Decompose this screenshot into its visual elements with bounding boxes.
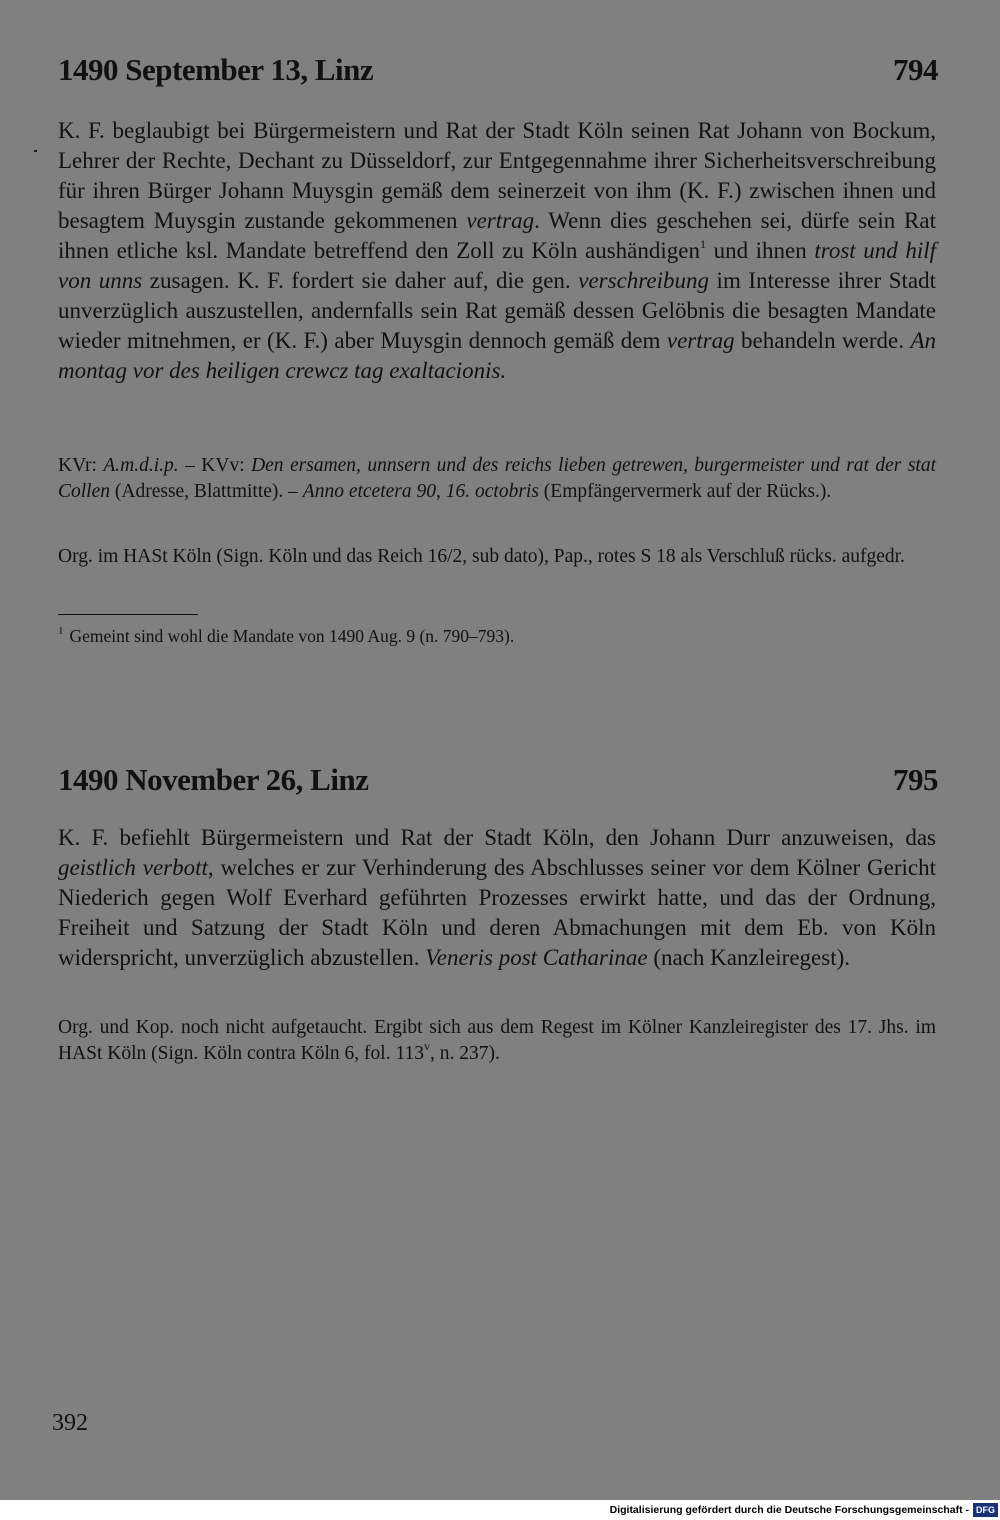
footnote-1 <box>58 625 938 647</box>
text-run: behandeln werde. <box>734 328 911 353</box>
superscript: v <box>423 1039 430 1053</box>
footnote-text: Gemeint sind wohl die Mandate von 1490 Aug. 9 (n. 790–793). <box>69 626 515 646</box>
entry-795-regest <box>58 823 936 973</box>
italic-text-run: geistlich verbott <box>58 855 208 880</box>
entry-794-regest <box>58 116 936 386</box>
italic-text-run: vertrag <box>666 328 735 353</box>
entry-795-number: 795 <box>893 762 938 797</box>
text-run: K. F. befiehlt Bürgermeistern und Rat der Stadt Köln, den Johann Durr anzuweisen, das <box>58 825 936 850</box>
footnote-marker: 1 <box>58 625 64 638</box>
italic-text-run: Veneris post Catharinae <box>425 945 648 970</box>
italic-text-run: A.m.d.i.p. <box>103 455 179 476</box>
digitization-credit-bar <box>0 1500 1000 1520</box>
page-number: 392 <box>52 1410 88 1436</box>
text-run: (Empfängervermerk auf der Rücks.). <box>538 480 832 502</box>
dfg-logo: DFG <box>973 1503 998 1517</box>
italic-text-run: Den ersamen, unnsern und des reichs lieben getrewen, burgermeister und rat der stat Collen <box>58 455 936 502</box>
text-run: , welches er zur Verhinderung des Abschlusses seiner vor dem Kölner Gericht Niederich gegen Wolf Everhard geführten Prozesses erwirkt hatte, und das der Ordnung, Freiheit und Satzung der Stadt Köln und deren Abmachungen mit dem Eb. von Köln widerspricht, unverzüglich abzustellen. <box>58 855 937 970</box>
entry-794-heading <box>58 52 938 88</box>
superscript: 1 <box>699 237 706 252</box>
footnote-rule <box>58 614 198 615</box>
text-run: im Interesse ihrer Stadt unverzüglich auszustellen, andernfalls sein Rat gemäß dessen Gelöbnis die besagten Mandate wieder mitnehmen, er (K. F.) aber Muysgin dennoch gemäß dem <box>58 268 936 353</box>
text-run: (Adresse, Blattmitte). – <box>110 480 303 502</box>
scan-artifact <box>34 150 37 152</box>
italic-text-run: verschreibung <box>578 268 709 293</box>
text-run: Org. im HASt Köln (Sign. Köln und das Reich 16/2, sub dato), Pap., rotes S 18 als Verschluß rücks. aufgedr. <box>58 546 905 567</box>
italic-text-run: trost und hilf von unns <box>58 238 936 293</box>
italic-text-run: An montag vor des heiligen crewcz tag exaltacionis. <box>58 328 936 383</box>
entry-794-number: 794 <box>893 52 938 87</box>
text-run: , n. 237). <box>429 1042 500 1064</box>
text-run: und ihnen <box>705 238 815 263</box>
entry-795-date-place: 1490 November 26, Linz <box>58 762 369 797</box>
entry-795-source-note <box>58 1015 936 1066</box>
text-run: K. F. beglaubigt bei Bürgermeistern und Rat der Stadt Köln seinen Rat Johann von Bockum, Lehrer der Rechte, Dechant zu Düsseldorf, zur Entgegennahme ihrer Sicherheitsverschreibung für ihren Bürger Johann Muysgin gemäß dem seinerzeit von ihm (K. F.) zwischen ihnen und besagtem Muysgin zustande gekommenen <box>58 118 936 233</box>
text-run: KVr: <box>58 455 104 476</box>
italic-text-run: vertrag <box>466 208 535 233</box>
entry-794-date-place: 1490 September 13, Linz <box>58 52 374 87</box>
entry-795-heading <box>58 762 938 798</box>
text-run: . Wenn dies geschehen sei, dürfe sein Rat ihnen etliche ksl. Mandate betreffend den Zoll zu Köln aushändigen <box>58 208 936 263</box>
text-run: (nach Kanzleiregest). <box>647 945 851 970</box>
italic-text-run: Anno etcetera 90, 16. octobris <box>302 480 539 502</box>
digitization-credit: Digitalisierung gefördert durch die Deutsche Forschungsgemeinschaft - <box>609 1504 969 1516</box>
text-run: Org. und Kop. noch nicht aufgetaucht. Ergibt sich aus dem Regest im Kölner Kanzleiregister des 17. Jhs. im HASt Köln (Sign. Köln contra Köln 6, fol. 113 <box>58 1017 936 1064</box>
entry-794-dorsal-note <box>58 453 936 504</box>
entry-794-source-note <box>58 544 936 570</box>
text-run: zusagen. K. F. fordert sie daher auf, die gen. <box>142 268 579 293</box>
text-run: – KVv: <box>178 455 252 476</box>
